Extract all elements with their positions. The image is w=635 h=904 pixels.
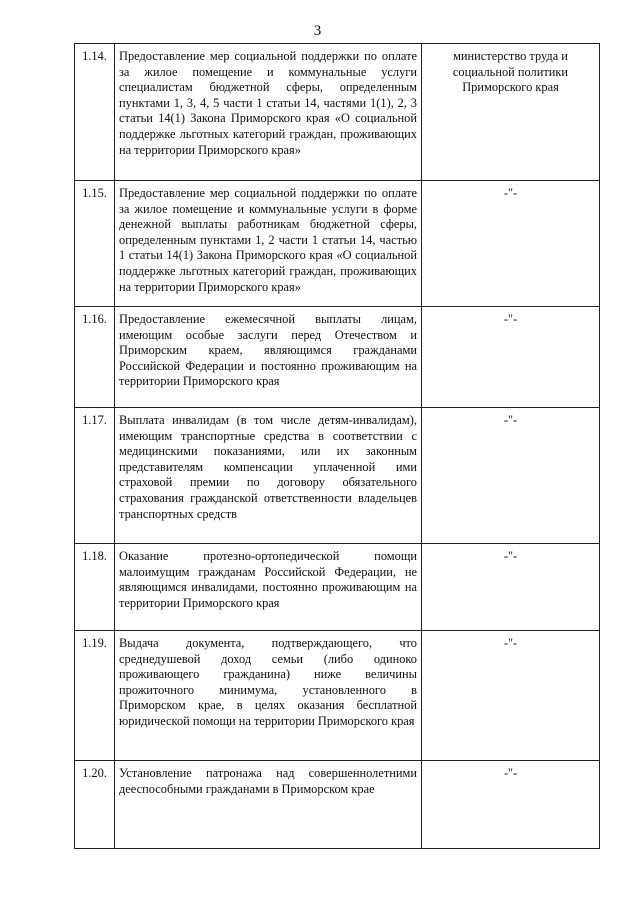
responsible-authority: министерство труда и социальной политики Приморского края [422,44,600,181]
responsible-authority: -"- [422,631,600,761]
service-description: Предоставление ежемесячной выплаты лицам, имеющим особые заслуги перед Отечеством и Приморским краем, являющимся гражданами Российской Федерации и постоянно проживающим на территории Приморского края [115,307,422,408]
table-row [75,631,600,761]
responsible-authority: -"- [422,307,600,408]
responsible-authority: -"- [422,181,600,307]
service-description: Выплата инвалидам (в том числе детям-инвалидам), имеющим транспортные средства в соответствии с медицинскими показаниями, или их законным представителям компенсации уплаченной ими страховой премии по договору обязательного страхования гражданской ответственности владельцев транспортных средств [115,408,422,544]
page-number: 3 [313,23,322,39]
services-table [74,43,600,849]
table-row [75,307,600,408]
row-number: 1.18. [75,544,115,631]
row-number: 1.20. [75,761,115,849]
row-number: 1.19. [75,631,115,761]
table-row [75,761,600,849]
service-description: Предоставление мер социальной поддержки по оплате за жилое помещение и коммунальные услуги специалистам бюджетной сферы, определенным пунктами 1, 3, 4, 5 части 1 статьи 14, частями 1(1), 2, 3 статьи 14(1) Закона Приморского края «О социальной поддержке льготных категорий граждан, проживающих на территории Приморского края» [115,44,422,181]
table-row [75,181,600,307]
service-description: Установление патронажа над совершеннолетними дееспособными гражданами в Приморском крае [115,761,422,849]
service-description: Выдача документа, подтверждающего, что среднедушевой доход семьи (либо одиноко проживающего гражданина) ниже величины прожиточного минимума, установленного в Приморском крае, в целях оказания бесплатной юридической помощи на территории Приморского края [115,631,422,761]
table-row [75,544,600,631]
responsible-authority: -"- [422,408,600,544]
table-row [75,44,600,181]
responsible-authority: -"- [422,544,600,631]
row-number: 1.17. [75,408,115,544]
table-row [75,408,600,544]
service-description: Оказание протезно-ортопедической помощи малоимущим гражданам Российской Федерации, не являющимся инвалидами, постоянно проживающим на территории Приморского края [115,544,422,631]
service-description: Предоставление мер социальной поддержки по оплате за жилое помещение и коммунальные услуги в форме денежной выплаты работникам бюджетной сферы, определенным пунктами 1, 2 части 1 статьи 14, частью 1 статьи 14(1) Закона Приморского края «О социальной поддержке льготных категорий граждан, проживающих на территории Приморского края» [115,181,422,307]
row-number: 1.15. [75,181,115,307]
responsible-authority: -"- [422,761,600,849]
row-number: 1.14. [75,44,115,181]
row-number: 1.16. [75,307,115,408]
